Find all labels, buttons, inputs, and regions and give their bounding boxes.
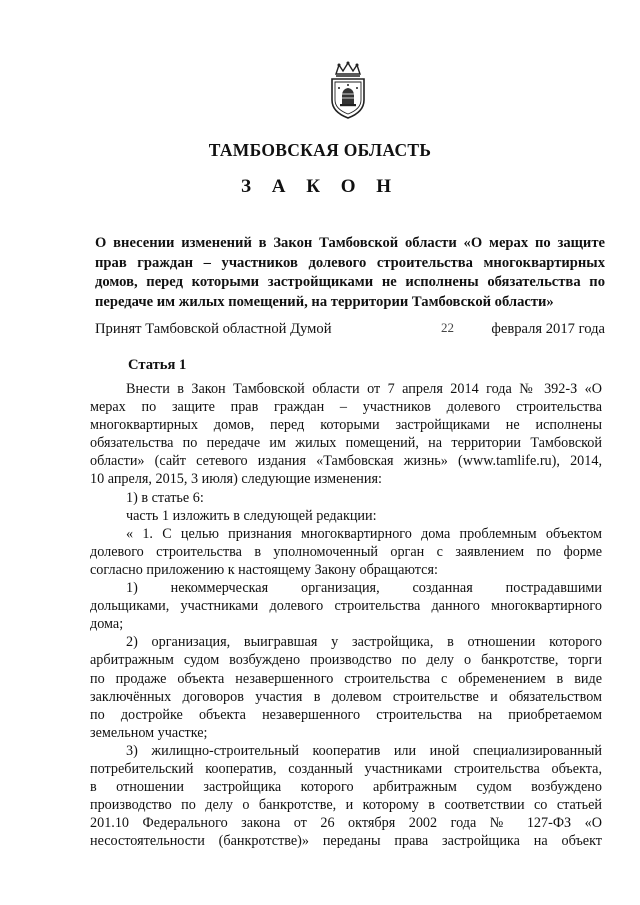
- region-heading: ТАМБОВСКАЯ ОБЛАСТЬ: [208, 140, 432, 160]
- body-line: земельном участке;: [90, 724, 208, 741]
- body-line: потребительский кооператив, созданный участниками строительства объекта,: [90, 760, 602, 777]
- body-line: согласно приложению к настоящему Закону обращаются:: [90, 561, 438, 578]
- document-type-heading: З А К О Н: [240, 176, 400, 197]
- body-line: 1) в статье 6:: [126, 489, 204, 506]
- body-line: заключённых договоров участия в долевом строительстве и обязательством: [90, 688, 602, 705]
- article-heading: Статья 1: [128, 357, 187, 373]
- body-line: часть 1 изложить в следующей редакции:: [126, 507, 377, 524]
- body-line: многоквартирных домов, перед которыми застройщиками не исполнены: [90, 417, 602, 434]
- title-line: передаче им жилых помещений, на территории Тамбовской области»: [95, 293, 554, 310]
- adoption-text: Принят Тамбовской областной Думой: [95, 321, 332, 337]
- body-line: 1) некоммерческая организация, созданная пострадавшими: [126, 580, 602, 597]
- body-line: мерах по защите прав граждан – участников долевого строительства: [90, 399, 602, 416]
- title-line: домов, перед которыми застройщиками не исполнены обязательства по: [95, 274, 605, 291]
- adoption-day: 22: [441, 320, 454, 335]
- body-line: Внести в Закон Тамбовской области от 7 апреля 2014 года № 392-З «О: [126, 381, 602, 397]
- body-line: несостоятельности (банкротстве)» переданы права застройщика на объект: [90, 833, 602, 850]
- body-line: дольщиками, участниками долевого строительства данного многоквартирного: [90, 598, 602, 615]
- adoption-date: февраля 2017 года: [491, 321, 605, 337]
- body-line: 3) жилищно-строительный кооператив или иной специализированный: [126, 742, 602, 759]
- body-line: « 1. С целью признания многоквартирного дома проблемным объектом: [126, 525, 602, 542]
- title-line: О внесении изменений в Закон Тамбовской области «О мерах по защите: [95, 235, 605, 251]
- law-title: [95, 234, 605, 312]
- adoption-line: [95, 321, 605, 341]
- body-line: арбитражным судом возбуждено производство по делу о банкротстве, торги: [90, 652, 602, 669]
- body-line: дома;: [90, 616, 124, 633]
- body-line: обязательства по передаче им жилых помещений, на территории Тамбовской: [90, 435, 602, 452]
- title-line: прав граждан – участников долевого строительства многоквартирных: [95, 254, 605, 271]
- tambov-coat-of-arms-icon: [323, 60, 373, 120]
- body-line: 2) организация, выигравшая у застройщика, в отношении которого: [126, 634, 602, 651]
- body-line: 10 апреля, 2015, 3 июля) следующие изменения:: [90, 471, 382, 488]
- body-line: в отношении застройщика которого арбитражным судом возбуждено: [90, 779, 602, 796]
- body-line: 201.10 Федерального закона от 26 октября 2002 года № 127-ФЗ «О: [90, 815, 602, 832]
- body-line: области» (сайт сетевого издания «Тамбовская жизнь» (www.tamlife.ru), 2014,: [90, 453, 602, 470]
- body-line: долевого строительства в уполномоченный орган с заявлением по форме: [90, 543, 602, 560]
- body-line: по достройке объекта незавершенного строительства на приобретаемом: [90, 706, 602, 723]
- body-line: по продаже объекта незавершенного строительства с обременением в виде: [90, 670, 602, 687]
- body-line: производство по делу о банкротстве, и которому в соответствии со статьей: [90, 797, 602, 814]
- article-body: [90, 380, 602, 850]
